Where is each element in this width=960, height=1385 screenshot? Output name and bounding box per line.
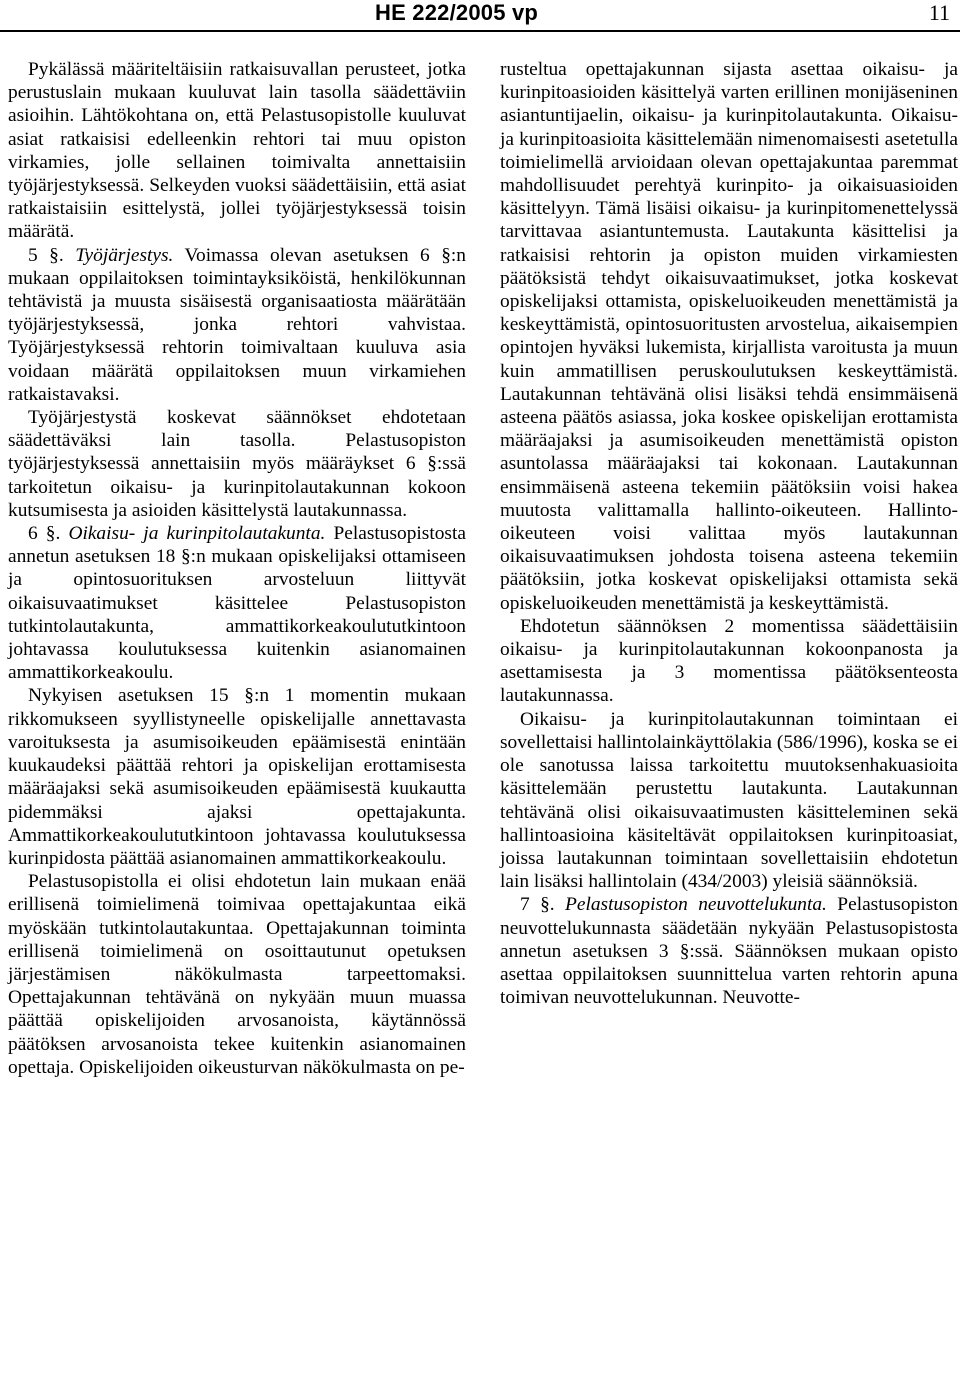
paragraph-nykyinen-asetus: Nykyisen asetuksen 15 §:n 1 momentin mukaan rikkomukseen syyllistyneelle opiskelijalle annettavasta varoituksesta ja asumisoikeuden epäämisestä enintään kuukaudeksi päättää rehtori ja opiskelijan erottamisesta määräajaksi sekä asumisoikeuden epäämisestä kuukautta pidemmäksi ajaksi opettajakunta. Ammattikorkeakoulututkintoon johtavassa koulutuksessa kurinpidosta päättää asianomainen ammattikorkeakoulu.	[8, 685, 466, 869]
paragraph-kokoonpano: Ehdotetun säännöksen 2 momentissa säädettäisiin oikaisu- ja kurinpitolautakunnan kokoonpanosta ja asettamisesta ja 3 momentissa päätöksenteosta lautakunnassa.	[500, 615, 958, 707]
section-number: 5 §.	[28, 244, 64, 266]
section-body: Pelastusopiston neuvottelukunnasta säädetään nykyään Pelastusopistosta annetun asetuksen 3 §:ssä. Säännöksen mukaan opisto asettaa oppilaitoksen suunnittelua varten rehtorin apuna toimivan neuvottelukunnan. Neuvotte-	[500, 894, 958, 1009]
section-body: Pelastusopistosta annetun asetuksen 18 §:n mukaan opiskelijaksi ottamiseen ja opintosuorituksen arvosteluun liittyvät oikaisuvaatimukset käsittelee Pelastusopiston tutkintolautakunta, ammattikorkeakoulututkintoon johtavassa koulutuksessa kuitenkin asianomainen ammattikorkeakoulu.	[8, 523, 466, 684]
page-number: 11	[928, 0, 950, 25]
paragraph-tyojarjestys-lain-tasolla: Työjärjestystä koskevat säännökset ehdotetaan säädettäväksi lain tasolla. Pelastusopiston työjärjestyksessä annettaisiin myös määräykset 6 §:ssä tarkoitetun oikaisu- ja kurinpitolautakunnan kokoon kutsumisesta ja asioiden käsittelystä lautakunnassa.	[8, 407, 466, 521]
section-body: Voimassa olevan asetuksen 6 §:n mukaan oppilaitoksen toimintayksiköistä, henkilökunnan tehtävistä ja muusta sisäisestä organisaatiosta määrätään työjärjestyksessä, jonka rehtori vahvistaa. Työjärjestyksessä rehtorin toimivaltaan kuuluva asia voidaan määrätä oppilaitoksen muun virkamiehen ratkaistavaksi.	[8, 244, 466, 405]
paragraph-ratkaisuvalta: Pykälässä määriteltäisiin ratkaisuvallan perusteet, jotka perustuslain mukaan kuuluvat lain tasolla säädettäviin asioihin. Lähtökohtana on, että Pelastusopistolle kuuluvat asiat ratkaisisi edelleenkin rehtori tai muu opiston virkamies, jolle sellainen toimivalta annettaisiin työjärjestyksessä. Selkeyden vuoksi säädettäisiin, että asiat ratkaistaisiin esittelystä, jollei työjärjestyksessä toisin määrätä.	[8, 59, 466, 243]
page-header	[0, 0, 960, 28]
section-title: Oikaisu- ja kurinpitolautakunta.	[68, 523, 326, 545]
paragraph-hallintolainkayttolaki: Oikaisu- ja kurinpitolautakunnan toimintaan ei sovellettaisi hallintolainkäyttölakia (586/1996), koska se ei ole sanotussa laissa tarkoitettu muutoksenhakuasioita käsittelemään perustettu lautakunta. Lautakunnan tehtävänä olisi oikaisuvaatimusten käsitteleminen sekä hallintoasioina käsiteltävät oppilaitoksen kurinpitoasiat, joissa lautakunnan toimintaan sovellettaisiin ehdotetun lain lisäksi hallintolain (434/2003) yleisiä säännöksiä.	[500, 708, 958, 893]
paragraph-continued: rusteltua opettajakunnan sijasta asettaa oikaisu- ja kurinpitoasioiden käsittelyä varten erillinen monijäseninen asiantuntijaelin, oikaisu- ja kurinpitolautakunta. Oikaisu- ja kurinpitoasioita käsittelemään nimenomaisesti asetetulla toimielimellä arvioidaan olevan opettajakuntaa paremmat mahdollisuudet perehtyä kurinpito- ja oikaisuasioiden käsittelyyn. Tämä lisäisi oikaisu- ja kurinpitomenettelyssä tarvittavaa asiantuntemusta. Lautakunta käsittelisi ja ratkaisisi rehtorin ja opiston muiden virkamiesten päätöksistä tehdyt oikaisuvaatimukset, jotka koskevat opiskelijaksi ottamista, opiskeluoikeuden menettämistä ja keskeyttämistä, opintosuoritusten arvostelua, aikaisempien opintojen hyväksi lukemista, kirjallista varoitusta ja muun kuin ammatillisen peruskoulutuksen keskeyttämistä. Lautakunnan tehtävänä olisi lisäksi tehdä ensimmäisenä asteena päätös asiassa, joka koskee opiskelijan erottamista määräajaksi ja asumisoikeuden menettämistä opiston asuntolassa määräajaksi tai kokonaan. Lautakunnan ensimmäisenä asteena tekemiin päätöksiin voisi hakea muutosta valittamalla hallinto-oikeuteen. Hallinto-oikeuteen voisi valittaa myös lautakunnan oikaisuvaatimuksen johdosta toisena asteena tekemiin päätöksiin, jotka koskevat opiskelijaksi ottamista sekä opiskeluoikeuden menettämistä ja keskeyttämistä.	[500, 59, 958, 614]
header-divider	[0, 30, 960, 32]
right-column	[500, 58, 958, 1009]
section-number: 7 §.	[520, 894, 555, 916]
document-identifier: HE 222/2005 vp	[375, 0, 539, 25]
section-title: Pelastusopiston neuvottelukunta.	[565, 894, 827, 916]
paragraph-oikaisu-lautakunta	[8, 522, 466, 684]
section-title: Työjärjestys.	[75, 244, 174, 266]
left-column	[8, 58, 466, 1079]
section-number: 6 §.	[28, 523, 61, 545]
paragraph-tyojarjestys	[8, 244, 466, 406]
paragraph-opettajakunta: Pelastusopistolla ei olisi ehdotetun lain mukaan enää erillisenä toimielimenä toimivaa opettajakuntaa eikä myöskään tutkintolautakuntaa. Opettajakunnan toiminta erillisenä toimielimenä on osoittautunut opetuksen järjestämisen näkökulmasta tarpeettomaksi. Opettajakunnan tehtävänä on nykyään muun muassa päättää opiskelijoiden arvosanoista, käytännössä päätöksen arvosanoista tekee kuitenkin asianomainen opettaja. Opiskelijoiden oikeusturvan näkökulmasta on pe-	[8, 871, 466, 1078]
paragraph-neuvottelukunta	[500, 893, 958, 1009]
